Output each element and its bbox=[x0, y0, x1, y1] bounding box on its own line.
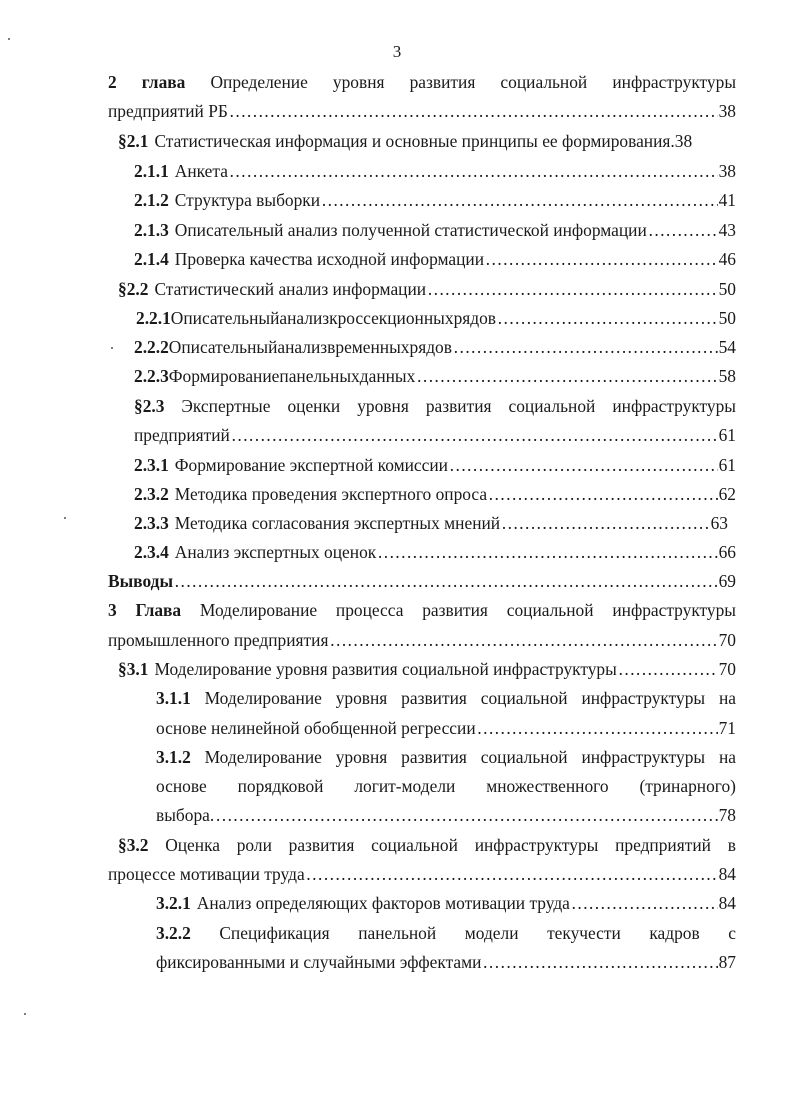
dot-leader bbox=[174, 567, 718, 596]
toc-word: социальной bbox=[500, 72, 588, 92]
toc-entry-page: 84 bbox=[718, 893, 736, 913]
toc-subsection-2-1-1 bbox=[134, 157, 736, 186]
dot-leader bbox=[215, 801, 717, 830]
toc-word: инфраструктуры bbox=[474, 835, 599, 855]
toc-entry-title bbox=[134, 333, 452, 362]
toc-word: глава bbox=[141, 72, 186, 92]
toc-word: оценки bbox=[287, 396, 341, 416]
toc-entry-number: 2.1.1 bbox=[134, 161, 169, 181]
toc-word: 3 bbox=[108, 600, 117, 620]
toc-word: развития bbox=[425, 396, 492, 416]
dot-leader bbox=[648, 216, 718, 245]
toc-entry-page: 38 bbox=[718, 101, 736, 121]
toc-word: анализ bbox=[279, 308, 330, 328]
toc-word: Глава bbox=[135, 600, 182, 620]
toc-word: 3.1.1 bbox=[156, 688, 191, 708]
toc-section-2-1 bbox=[118, 127, 736, 156]
toc-word: Экспертные bbox=[181, 396, 271, 416]
page-number: 3 bbox=[392, 42, 402, 61]
toc-entry-title: Методика согласования экспертных мнений bbox=[174, 513, 501, 533]
toc-entry-title: фиксированными и случайными эффектами bbox=[156, 952, 482, 972]
dot-leader bbox=[329, 626, 717, 655]
toc-word: §2.3 bbox=[134, 396, 165, 416]
toc-entry-page: 84 bbox=[718, 864, 736, 884]
scan-speck bbox=[111, 347, 113, 349]
toc-subsection-3-1-2-line2 bbox=[156, 772, 736, 801]
toc-entry-number: 2.3.2 bbox=[134, 484, 169, 504]
toc-entry-number: 2.1.2 bbox=[134, 190, 169, 210]
toc-entry-page: 50 bbox=[718, 308, 736, 328]
scan-speck bbox=[64, 517, 66, 519]
toc-word: уровня bbox=[335, 747, 388, 767]
dot-leader bbox=[231, 421, 718, 450]
toc-subsection-2-3-1 bbox=[134, 451, 736, 480]
toc-word: уровня bbox=[357, 396, 409, 416]
dot-leader bbox=[488, 480, 718, 509]
toc-entry-number: 2.3.1 bbox=[134, 455, 169, 475]
toc-entry-page: 87 bbox=[718, 952, 736, 972]
toc-word: временных bbox=[327, 337, 410, 357]
toc-section-2-3-heading bbox=[134, 392, 736, 421]
toc-entry-page: 63 bbox=[710, 513, 728, 533]
dot-leader bbox=[571, 889, 718, 918]
toc-subsection-3-2-2-tail bbox=[156, 948, 736, 977]
toc-entry-number: §2.2 bbox=[118, 279, 149, 299]
dot-leader bbox=[377, 538, 717, 567]
toc-entry-page: 61 bbox=[718, 455, 736, 475]
toc-subsection-2-1-2 bbox=[134, 186, 736, 215]
toc-word: развития bbox=[422, 600, 488, 620]
dot-leader bbox=[427, 275, 718, 304]
dot-leader bbox=[501, 509, 709, 538]
toc-subsection-3-2-1 bbox=[156, 889, 736, 918]
toc-entry-title: Проверка качества исходной информации bbox=[174, 249, 485, 269]
toc-subsection-2-2-3 bbox=[134, 362, 736, 391]
toc-word: основе bbox=[156, 776, 207, 796]
toc-word: социальной bbox=[480, 688, 568, 708]
toc-entry-page: 50 bbox=[718, 279, 736, 299]
toc-entry-title: Формирование экспертной комиссии bbox=[174, 455, 448, 475]
toc-entry-title: Статистическая информация и основные принципы ее формирования. bbox=[154, 131, 675, 151]
toc-word: панельной bbox=[358, 923, 437, 943]
toc-entry-page: 62 bbox=[718, 484, 736, 504]
toc-entry-title: основе нелинейной обобщенной регрессии bbox=[156, 718, 476, 738]
toc-word: развития bbox=[401, 688, 467, 708]
toc-subsection-3-1-2-heading bbox=[156, 743, 736, 772]
toc-word: с bbox=[728, 923, 736, 943]
toc-word: Формирование bbox=[168, 366, 280, 386]
toc-word: развития bbox=[409, 72, 476, 92]
toc-word: инфраструктуры bbox=[581, 688, 706, 708]
toc-word: панельных bbox=[279, 366, 360, 386]
toc-word: рядов bbox=[453, 308, 497, 328]
toc-section-2-2 bbox=[118, 275, 736, 304]
dot-leader bbox=[416, 362, 717, 391]
toc-entry-page: 58 bbox=[718, 366, 736, 386]
toc-entry-title: процессе мотивации труда bbox=[108, 864, 305, 884]
toc-entry-page: 69 bbox=[718, 571, 736, 591]
toc-section-2-3-tail bbox=[134, 421, 736, 450]
dot-leader bbox=[229, 97, 718, 126]
toc-subsection-2-2-2 bbox=[134, 333, 736, 362]
toc-entry-title: Моделирование уровня развития социальной инфраструктуры bbox=[154, 659, 617, 679]
toc-section-3-2-heading bbox=[118, 831, 736, 860]
dot-leader bbox=[449, 451, 718, 480]
toc-subsection-2-2-1 bbox=[136, 304, 736, 333]
toc-entry-title bbox=[134, 362, 415, 391]
toc-word: Оценка bbox=[165, 835, 220, 855]
toc-entry-title: Анализ определяющих факторов мотивации труда bbox=[196, 893, 570, 913]
dot-leader bbox=[482, 948, 717, 977]
toc-entry-number: 2.1.4 bbox=[134, 249, 169, 269]
toc-chapter-2-heading bbox=[108, 68, 736, 97]
toc-word: §3.2 bbox=[118, 835, 149, 855]
toc-word: Описательный bbox=[168, 337, 278, 357]
toc-entry-number: 2.1.3 bbox=[134, 220, 169, 240]
toc-entry-number: 3.2.1 bbox=[156, 893, 191, 913]
toc-entry-page: 78 bbox=[718, 805, 736, 825]
toc-word: развития bbox=[401, 747, 467, 767]
toc-entry-page: 43 bbox=[718, 220, 736, 240]
toc-entry-title: Статистический анализ информации bbox=[154, 279, 427, 299]
dot-leader bbox=[453, 333, 718, 362]
toc-subsection-3-1-1-tail bbox=[156, 714, 736, 743]
toc-entry-page: 38 bbox=[718, 161, 736, 181]
toc-word: текучести bbox=[547, 923, 621, 943]
toc-entry-title: Выводы bbox=[108, 571, 174, 591]
toc-subsection-3-2-2-heading bbox=[156, 919, 736, 948]
toc-entry-page: 70 bbox=[718, 630, 736, 650]
toc-entry-title: Структура выборки bbox=[174, 190, 321, 210]
toc-word: Описательный bbox=[170, 308, 280, 328]
toc-subsection-3-1-2-tail bbox=[156, 801, 736, 830]
toc-subsection-2-1-3 bbox=[134, 216, 736, 245]
toc-word: кадров bbox=[649, 923, 700, 943]
toc-chapter-3-heading bbox=[108, 596, 736, 625]
toc-subsection-3-1-1-heading bbox=[156, 684, 736, 713]
toc-word: Определение bbox=[210, 72, 308, 92]
toc-word: на bbox=[718, 688, 736, 708]
toc-word: множественного bbox=[486, 776, 609, 796]
toc-entry-page: 41 bbox=[718, 190, 736, 210]
toc-word: уровня bbox=[332, 72, 385, 92]
toc-word: 2.2.3 bbox=[134, 366, 169, 386]
dot-leader bbox=[306, 860, 718, 889]
toc-word: анализ bbox=[277, 337, 328, 357]
toc-word: Спецификация bbox=[219, 923, 330, 943]
toc-entry-title: Анкета bbox=[174, 161, 228, 181]
toc-word: инфраструктуры bbox=[581, 747, 706, 767]
toc-entry-title: предприятий bbox=[134, 425, 230, 445]
toc-word: инфраструктуры bbox=[612, 600, 736, 620]
toc-word: 2.2.1 bbox=[136, 308, 171, 328]
toc-word: логит-модели bbox=[354, 776, 456, 796]
toc-word: социальной bbox=[371, 835, 458, 855]
toc-word: 2.2.2 bbox=[134, 337, 169, 357]
toc-word: кроссекционных bbox=[329, 308, 454, 328]
toc-word: уровня bbox=[335, 688, 388, 708]
toc-subsection-2-3-2 bbox=[134, 480, 736, 509]
toc-word: модели bbox=[464, 923, 519, 943]
toc-word: на bbox=[718, 747, 736, 767]
toc-entry-title bbox=[136, 304, 496, 333]
toc-word: Моделирование bbox=[204, 747, 322, 767]
toc-word: в bbox=[727, 835, 736, 855]
toc-subsection-2-3-3 bbox=[134, 509, 728, 538]
toc-word: роли bbox=[236, 835, 272, 855]
toc-entry-title: Методика проведения экспертного опроса bbox=[174, 484, 488, 504]
dot-leader bbox=[485, 245, 718, 274]
dot-leader bbox=[618, 655, 718, 684]
toc-word: инфраструктуры bbox=[612, 72, 736, 92]
toc-entry-page: 54 bbox=[718, 337, 736, 357]
toc-entry-number: 2.3.4 bbox=[134, 542, 169, 562]
toc-entry-page: 66 bbox=[718, 542, 736, 562]
toc-word: социальной bbox=[480, 747, 568, 767]
toc-entry-title: промышленного предприятия bbox=[108, 630, 329, 650]
toc-entry-number: 2.3.3 bbox=[134, 513, 169, 533]
toc-word: социальной bbox=[506, 600, 594, 620]
toc-entry-number: §3.1 bbox=[118, 659, 149, 679]
toc-word: социальной bbox=[508, 396, 596, 416]
dot-leader bbox=[229, 157, 718, 186]
toc-entry-page: 46 bbox=[718, 249, 736, 269]
toc-word: (тринарного) bbox=[639, 776, 736, 796]
toc-word: процесса bbox=[335, 600, 404, 620]
toc-subsection-2-1-4 bbox=[134, 245, 736, 274]
dot-leader bbox=[497, 304, 718, 333]
toc-word: 3.2.2 bbox=[156, 923, 191, 943]
dot-leader bbox=[477, 714, 718, 743]
toc-word: данных bbox=[359, 366, 416, 386]
toc-entry-page: 71 bbox=[718, 718, 736, 738]
toc-entry-page: 61 bbox=[718, 425, 736, 445]
scan-speck bbox=[24, 1013, 26, 1015]
toc-word: инфраструктуры bbox=[612, 396, 736, 416]
toc-word: Моделирование bbox=[204, 688, 322, 708]
toc-word: рядов bbox=[409, 337, 452, 357]
toc-word: 3.1.2 bbox=[156, 747, 191, 767]
toc-chapter-2-tail bbox=[108, 97, 736, 126]
toc-entry-title: Анализ экспертных оценок bbox=[174, 542, 377, 562]
toc-entry-page: 70 bbox=[718, 659, 736, 679]
toc-entry-page: 38 bbox=[674, 131, 693, 151]
toc-entry-title: Описательный анализ полученной статистической информации bbox=[174, 220, 647, 240]
toc-chapter-3-tail bbox=[108, 626, 736, 655]
toc-word: предприятий bbox=[615, 835, 711, 855]
toc-word: Моделирование bbox=[199, 600, 318, 620]
toc-conclusions bbox=[108, 567, 736, 596]
toc-word: 2 bbox=[108, 72, 117, 92]
toc-word: порядковой bbox=[237, 776, 324, 796]
toc-subsection-2-3-4 bbox=[134, 538, 736, 567]
toc-section-3-2-tail bbox=[108, 860, 736, 889]
toc-entry-title: предприятий РБ bbox=[108, 101, 228, 121]
toc-entry-number: §2.1 bbox=[118, 131, 149, 151]
scan-speck bbox=[8, 38, 10, 40]
dot-leader bbox=[321, 186, 718, 215]
toc-entry-title: выбора. bbox=[156, 805, 215, 825]
toc-section-3-1 bbox=[118, 655, 736, 684]
toc-word: развития bbox=[288, 835, 355, 855]
